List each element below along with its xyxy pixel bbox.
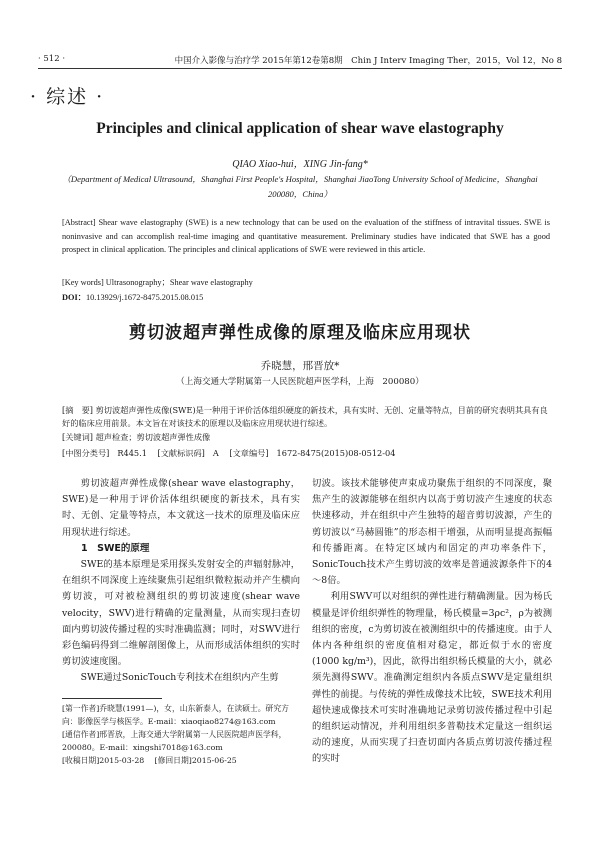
section-label: · 综述 · bbox=[30, 86, 105, 108]
chinese-authors: 乔晓慧，邢晋放* bbox=[260, 360, 340, 372]
dates-note bbox=[62, 754, 300, 767]
doi bbox=[62, 291, 550, 303]
first-author-note: [第一作者]乔晓慧(1991—)，女，山东新泰人，在读硕士。研究方向：影像医学与核医学。E-mail：xiaoqiao8274@163.com bbox=[62, 704, 289, 726]
article-value: 1672-8475(2015)08-0512-04 bbox=[276, 448, 396, 458]
footnote-rule bbox=[62, 698, 162, 699]
footnotes bbox=[62, 702, 300, 767]
keywords-label: [Key words] bbox=[62, 278, 104, 287]
cn-keywords-text: 超声检查；剪切波超声弹性成像 bbox=[95, 432, 211, 442]
english-abstract bbox=[62, 216, 550, 257]
body-left-column bbox=[62, 476, 300, 687]
chinese-title: 剪切波超声弹性成像的原理及临床应用现状 bbox=[129, 323, 471, 343]
cn-keywords-label: [关键词] bbox=[62, 432, 93, 442]
english-keywords bbox=[62, 276, 550, 288]
body-paragraph: SWE的基本原理是采用探头发射安全的声辐射脉冲，在组织不同深度上连续聚焦引起组织微粒振动并产生横向剪切波，可对被检测组织的剪切波速度(shear wave velocity，SWV)进行精确的定量测量，从而实现扫查切面内剪切波传播过程的实时准确监测；同时，对SWV进行彩色编码得到二维解剖图像上，从而形成活体组织的实时剪切波速度图。 bbox=[62, 559, 300, 668]
section-heading: 1 SWE的原理 bbox=[81, 542, 150, 554]
page-number: · 512 · bbox=[38, 54, 66, 64]
revised-date: 2015-06-25 bbox=[191, 756, 237, 765]
doc-value: A bbox=[212, 448, 219, 458]
keywords-text: Ultrasonography；Shear wave elastography bbox=[105, 278, 253, 287]
body-paragraph: 切波。该技术能够使声束成功聚焦于组织的不同深度，聚焦产生的波源能够在组织内以高于剪切波产生速度的状态快速移动，并在组织中产生独特的超音剪切波源，产生的剪切波以“马赫圆锥”的形态相干增强，从而明显提高振幅和传播距离。在特定区域内和固定的声功率条件下，SonicTouch技术产生剪切波的效率是普通波源条件下的4～8倍。 bbox=[312, 478, 552, 587]
revised-label: [修回日期] bbox=[154, 756, 192, 765]
body-right-column bbox=[312, 476, 552, 768]
cn-abstract-label: [摘 要] bbox=[62, 405, 93, 415]
body-paragraph: 利用SWV可以对组织的弹性进行精确测量。因为杨氏模量是评价组织弹性的物理量，杨氏模量=3ρc²，ρ为被测组织的密度，c为剪切波在被测组织中的传播速度。由于人体内各种组织的密度值相对稳定，都近似于水的密度(1000 kg/m³)，因此，欲得出组织杨氏模量的大小，就必须先测得SWV。准确测定组织内各质点SWV是定量组织弹性的前提。与传统的弹性成像技术比较，SWE技术利用超快速成像技术可实时准确地记录剪切波传播过程中引起的组织运动情况，并利用组织多普勒技术定量这一组织运动的速度，从而实现了扫查切面内各质点剪切波传播过程的实时 bbox=[312, 591, 552, 765]
classification-line bbox=[62, 448, 550, 459]
chinese-affiliation: （上海交通大学附属第一人民医院超声医学科，上海 200080） bbox=[176, 377, 424, 387]
clc-value: R445.1 bbox=[117, 448, 147, 458]
abstract-label: [Abstract] bbox=[62, 218, 96, 227]
clc-label: [中图分类号] bbox=[62, 448, 110, 458]
received-date: 2015-03-28 bbox=[99, 756, 145, 765]
doi-value: 10.13929/j.1672-8475.2015.08.015 bbox=[85, 293, 204, 302]
corresponding-author-note: [通信作者]邢晋放，上海交通大学附属第一人民医院超声医学科，200080。E-mail：xingshi7018@163.com bbox=[62, 730, 287, 752]
doi-label: DOI： bbox=[62, 293, 86, 302]
english-title: Principles and clinical application of shear wave elastography bbox=[96, 120, 504, 137]
chinese-abstract bbox=[62, 404, 550, 430]
chinese-keywords bbox=[62, 432, 550, 443]
abstract-text: Shear wave elastography (SWE) is a new technology that can be used on the evaluation of the stiffness of intravital tissues. SWE is noninvasive and can accomplish real-time imaging and quantitative measurement. Preliminary studies have indicated that SWE has a good prospect in clinical application. The principles and clinical applications of SWE were reviewed in this article. bbox=[62, 218, 551, 254]
received-label: [收稿日期] bbox=[62, 756, 100, 765]
doc-label: [文献标识码] bbox=[157, 448, 205, 458]
header-rule bbox=[38, 68, 562, 69]
journal-citation: 中国介入影像与治疗学 2015年第12卷第8期 Chin J Interv Imaging Ther，2015，Vol 12，No 8 bbox=[174, 56, 562, 66]
body-paragraph: SWE通过SonicTouch专利技术在组织内产生剪 bbox=[80, 672, 279, 684]
cn-abstract-text: 剪切波超声弹性成像(SWE)是一种用于评价活体组织硬度的新技术，具有实时、无创、定量等特点，目前的研究表明其具有良好的临床应用前景。本文旨在对该技术的原理以及临床应用现状进行综述。 bbox=[62, 405, 548, 428]
english-authors: QIAO Xiao-hui，XING Jin-fang* bbox=[232, 159, 368, 170]
body-paragraph: 剪切波超声弹性成像(shear wave elastography，SWE)是一种用于评价活体组织硬度的新技术，具有实时、无创、定量等特点，本文就这一技术的原理及临床应用现状进行综述。 bbox=[62, 478, 300, 538]
article-label: [文章编号] bbox=[229, 448, 269, 458]
english-affiliation: （Department of Medical Ultrasound，Shanghai First People's Hospital，Shanghai JiaoTong University School of Medicine，Shanghai 200080，China） bbox=[62, 174, 538, 199]
